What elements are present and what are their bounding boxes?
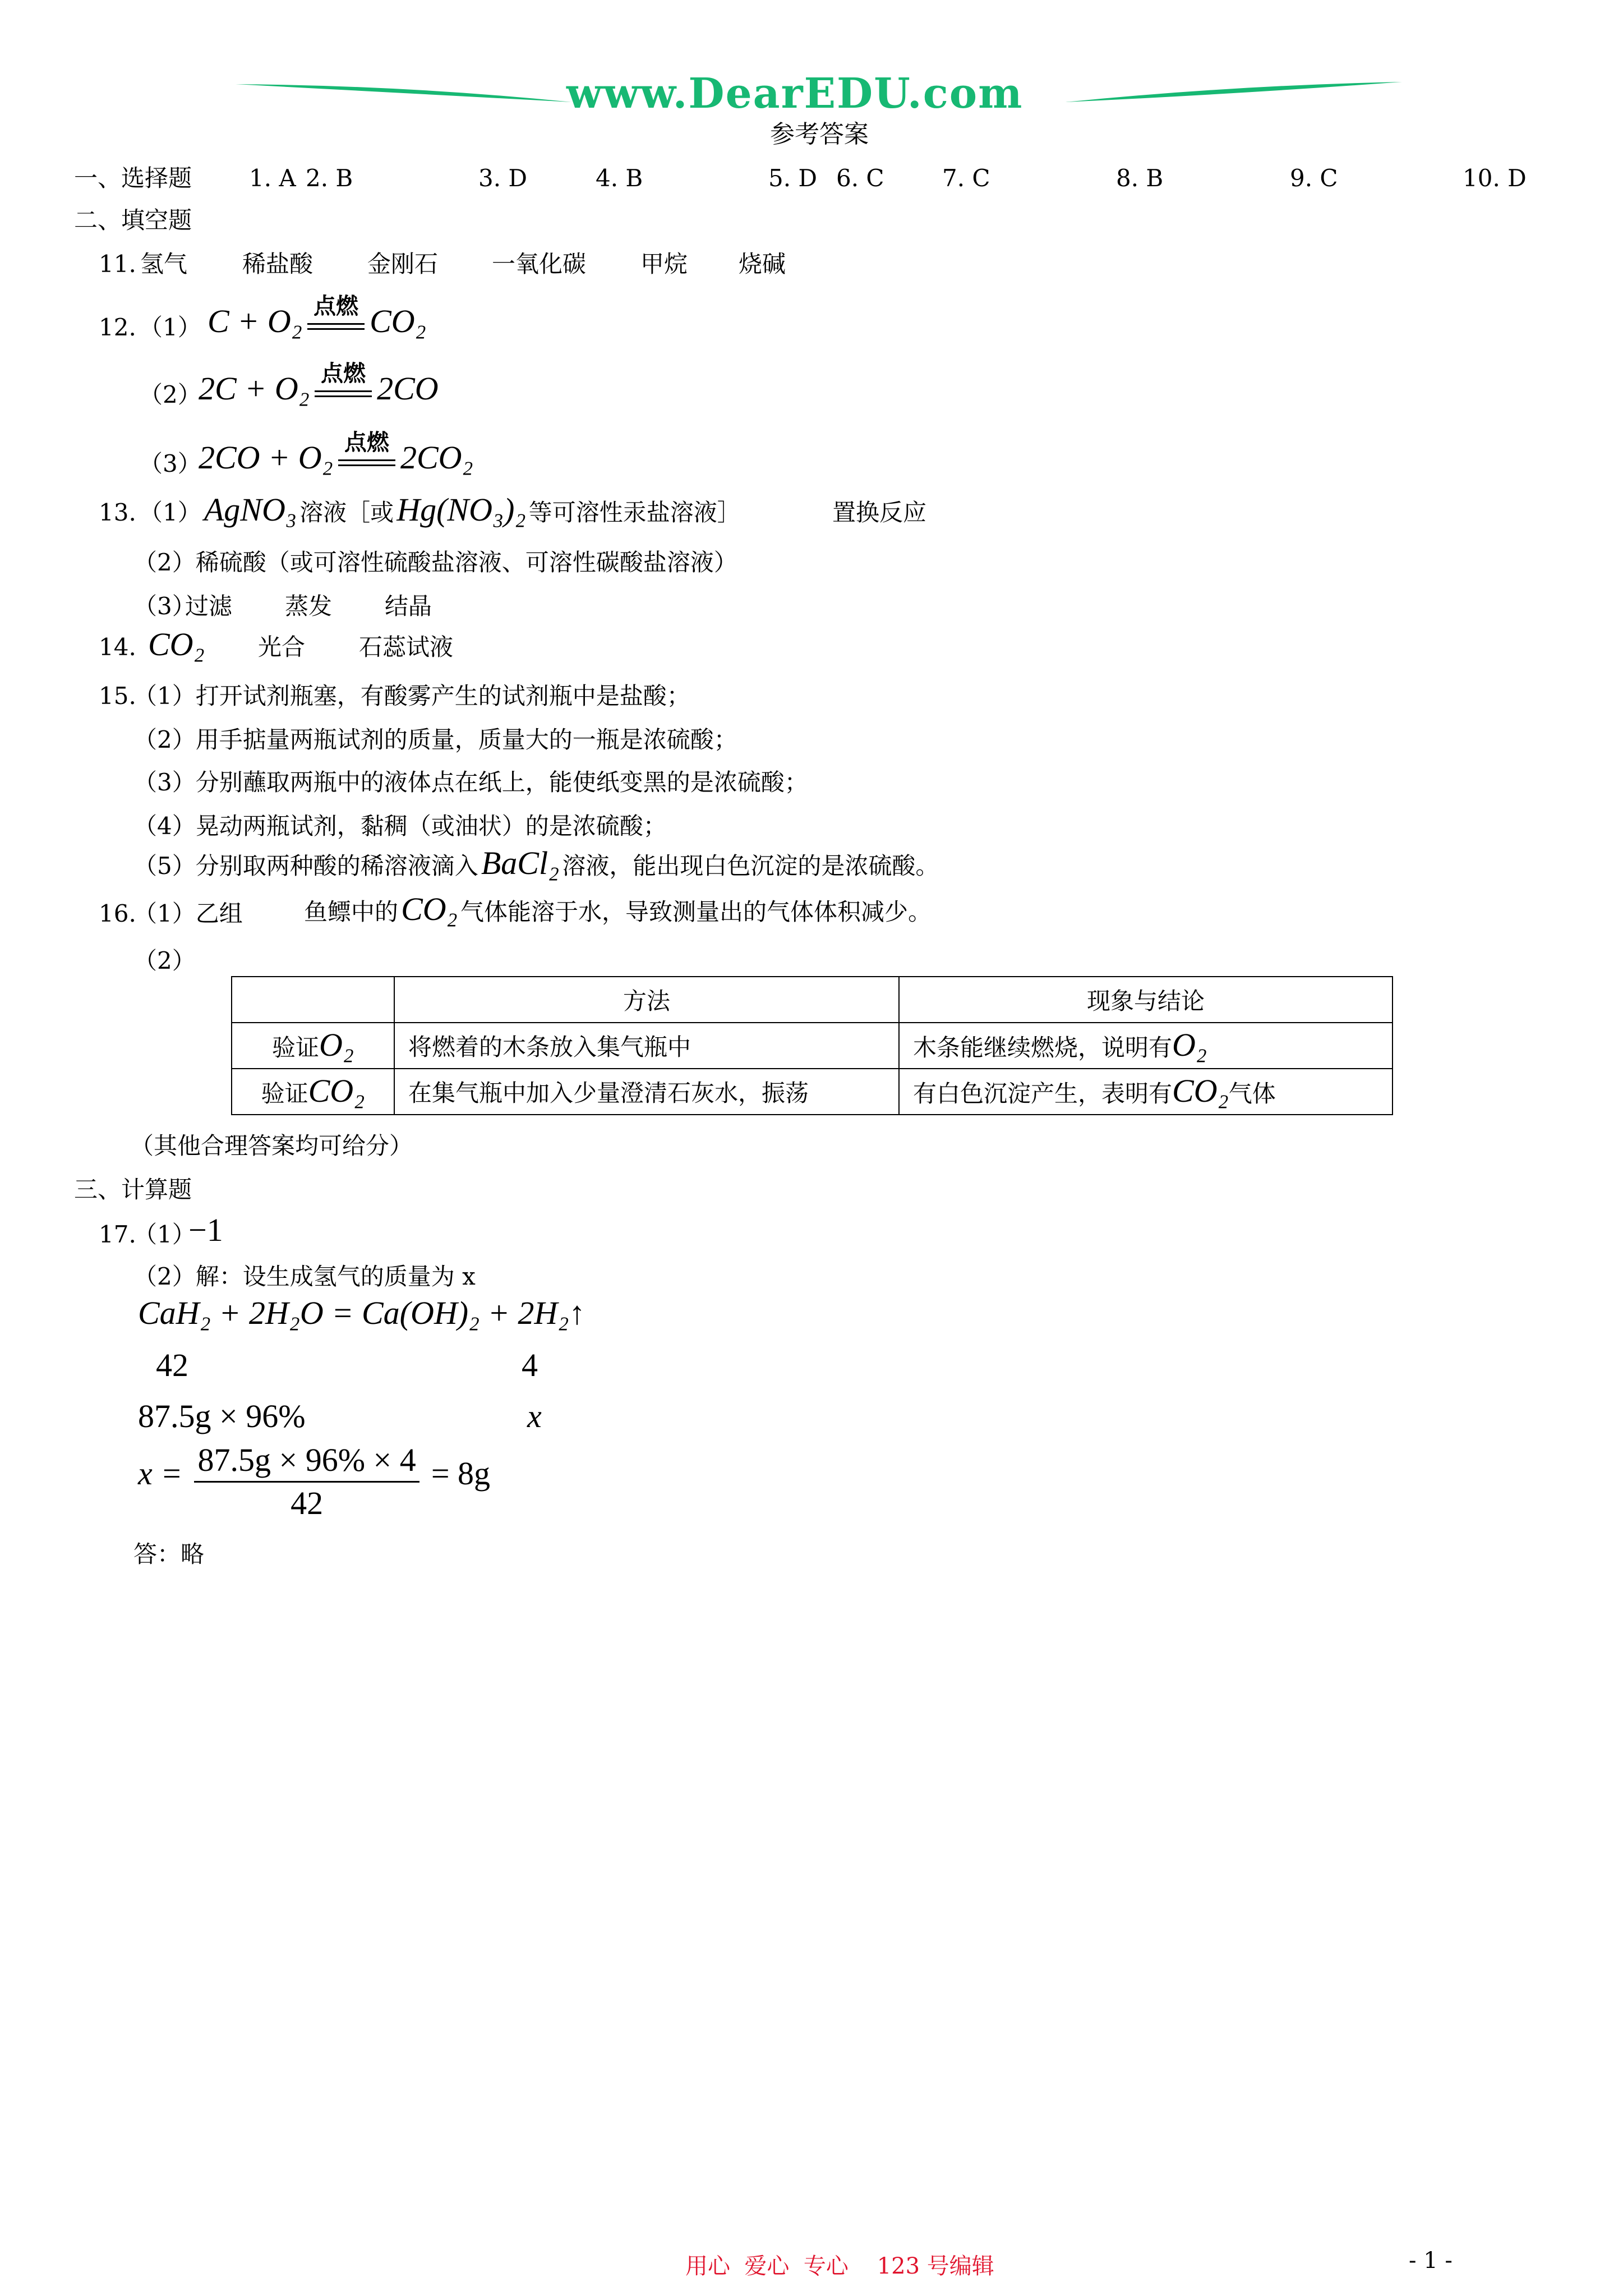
q15-line5-formula: BaCl₂ — [481, 845, 560, 881]
q12-eq3 — [199, 429, 473, 483]
page-title: 参考答案 — [770, 120, 869, 149]
q12-eq2-tag: （2） — [139, 381, 201, 408]
q13-p3-item-1: 过滤 — [185, 592, 233, 620]
mc-answer-4: 4. B — [596, 164, 643, 192]
mc-answer-5: 5. D — [768, 164, 818, 192]
header-swoosh-right — [1066, 80, 1402, 108]
section-2-label: 二、填空题 — [74, 206, 192, 234]
q15-line-5 — [133, 847, 939, 880]
result-1-pre: 木条能继续燃烧，说明有 — [913, 1033, 1173, 1061]
footer-slogan: 用心 爱心 专心 123 号编辑 — [685, 2253, 994, 2279]
q13-p3-tag: （3） — [133, 592, 196, 620]
q17-calculation — [138, 1444, 490, 1520]
q17-mass-left: 42 — [156, 1347, 188, 1383]
q13-p1-end: 等可溶性汞盐溶液］ — [528, 499, 741, 526]
q15-line5-post: 溶液，能出现白色沉淀的是浓硫酸。 — [562, 852, 939, 880]
section-1-label: 一、选择题 — [74, 164, 192, 192]
q12-eq1-condition — [305, 293, 367, 347]
mc-answer-8: 8. B — [1116, 164, 1164, 192]
q14-formula: CO₂ — [148, 626, 205, 662]
q13-p1-formula2: Hg(NO₃)₂ — [396, 491, 526, 528]
q17-p1-value: −1 — [188, 1212, 223, 1248]
q13-line-1 — [139, 491, 741, 528]
q13-line-2: （2）稀硫酸（或可溶性硫酸盐溶液、可溶性碳酸盐溶液） — [133, 549, 737, 576]
q16-line-1 — [304, 893, 932, 926]
table-header-method: 方法 — [394, 977, 899, 1023]
q13-reaction-type: 置换反应 — [832, 499, 927, 526]
q16-number: 16. — [99, 900, 136, 927]
table-cell-result-1 — [899, 1023, 1393, 1069]
table-row — [232, 1023, 1393, 1069]
mc-answer-6: 6. C — [836, 164, 884, 192]
q15-line-1: （1）打开试剂瓶塞，有酸雾产生的试剂瓶中是盐酸； — [133, 682, 690, 710]
table-cell-verify-o2 — [232, 1023, 394, 1069]
page-number: - 1 - — [1409, 2248, 1453, 2274]
mc-answer-9: 9. C — [1290, 164, 1338, 192]
result-1-formula: O₂ — [1172, 1026, 1207, 1063]
result-2-post: 气体 — [1228, 1079, 1276, 1107]
q14-number: 14. — [99, 633, 136, 661]
q12-eq1-lhs: C + O₂ — [208, 303, 302, 339]
q17-p2-text: （2）解：设生成氢气的质量为 x — [133, 1263, 476, 1290]
q17-calc-lhs: x = — [138, 1455, 183, 1492]
q12-eq2 — [199, 360, 439, 414]
table-cell-method-1: 将燃着的木条放入集气瓶中 — [394, 1023, 899, 1069]
q17-calc-denominator: 42 — [291, 1485, 324, 1521]
table-cell-method-2: 在集气瓶中加入少量澄清石灰水，振荡 — [394, 1069, 899, 1115]
verify-o2-pre: 验证 — [271, 1033, 319, 1061]
table-header-row — [232, 977, 1393, 1023]
q17-p1-tag: （1） — [133, 1221, 196, 1248]
q17-calc-rhs: = 8g — [431, 1455, 491, 1492]
q15-line-4: （4）晃动两瓶试剂，黏稠（或油状）的是浓硫酸； — [133, 812, 667, 840]
q17-number: 17. — [99, 1221, 136, 1248]
verify-co2-formula: CO₂ — [308, 1072, 365, 1109]
q12-eq3-tag: （3） — [139, 450, 201, 477]
q11-item-2: 稀盐酸 — [242, 250, 313, 278]
q12-eq3-rhs: 2CO₂ — [400, 439, 473, 476]
q13-p3-item-3: 结晶 — [385, 592, 432, 620]
result-2-pre: 有白色沉淀产生，表明有 — [913, 1079, 1173, 1107]
q13-p1-formula: AgNO₃ — [204, 491, 297, 528]
q15-number: 15. — [99, 682, 136, 710]
q12-eq3-condition-label: 点燃 — [344, 429, 389, 455]
q16-answer-table — [231, 976, 1393, 1115]
q12-eq1 — [208, 293, 426, 347]
q17-equation: CaH₂ + 2H₂O = Ca(OH)₂ + 2H₂↑ — [138, 1295, 585, 1331]
q12-number: 12. — [99, 314, 136, 341]
q12-eq2-lhs: 2C + O₂ — [199, 370, 310, 407]
q17-answer: 答：略 — [133, 1540, 205, 1568]
q12-eq3-lhs: 2CO + O₂ — [199, 439, 333, 476]
q16-p1-tag: （1）乙组 — [133, 900, 243, 927]
q16-p2-tag: （2） — [133, 947, 196, 974]
verify-co2-pre: 验证 — [261, 1079, 308, 1107]
q17-given-right: x — [527, 1398, 542, 1434]
q17-calc-fraction — [194, 1444, 419, 1520]
mc-answer-3: 3. D — [478, 164, 528, 192]
q14-item-1: 光合 — [258, 633, 306, 661]
site-logo: www.DearEDU.com — [566, 70, 1023, 118]
table-header-result: 现象与结论 — [899, 977, 1393, 1023]
q17-mass-right: 4 — [522, 1347, 538, 1383]
result-2-formula: CO₂ — [1172, 1072, 1229, 1109]
q16-note: （其他合理答案均可给分） — [130, 1132, 413, 1159]
q12-eq1-condition-label: 点燃 — [313, 293, 358, 319]
q11-item-4: 一氧化碳 — [492, 250, 587, 278]
q12-eq2-rhs: 2CO — [377, 370, 439, 407]
q14-item-2: 石蕊试液 — [359, 633, 454, 661]
section-3-label: 三、计算题 — [74, 1176, 192, 1203]
q11-item-6: 烧碱 — [739, 250, 786, 278]
q16-p1-post: 气体能溶于水，导致测量出的气体体积减少。 — [460, 898, 932, 926]
q12-eq1-rhs: CO₂ — [370, 303, 426, 339]
table-cell-result-2 — [899, 1069, 1393, 1115]
q15-line-2: （2）用手掂量两瓶试剂的质量，质量大的一瓶是浓硫酸； — [133, 726, 737, 753]
q13-p1-mid: 溶液［或 — [299, 499, 394, 526]
q11-item-1: 氢气 — [140, 250, 188, 278]
verify-o2-formula: O₂ — [319, 1026, 354, 1063]
table-header-cell-blank — [232, 977, 394, 1023]
q11-item-5: 甲烷 — [640, 250, 688, 278]
q15-line5-pre: （5）分别取两种酸的稀溶液滴入 — [133, 852, 478, 880]
q13-p1-tag: （1） — [139, 499, 201, 526]
q15-line-3: （3）分别蘸取两瓶中的液体点在纸上，能使纸变黑的是浓硫酸； — [133, 769, 808, 796]
q17-given-left: 87.5g × 96% — [138, 1398, 306, 1434]
q12-eq1-tag: （1） — [139, 314, 201, 341]
table-row — [232, 1069, 1393, 1115]
mc-answer-1: 1. A — [249, 164, 296, 192]
q17-calc-numerator: 87.5g × 96% × 4 — [194, 1444, 419, 1483]
q12-eq3-condition — [336, 429, 398, 483]
q12-eq2-condition-label: 点燃 — [320, 360, 366, 386]
table-cell-verify-co2 — [232, 1069, 394, 1115]
q13-p3-item-2: 蒸发 — [285, 592, 333, 620]
q11-item-3: 金刚石 — [367, 250, 439, 278]
mc-answer-7: 7. C — [942, 164, 990, 192]
header-swoosh-left — [236, 80, 572, 108]
mc-answer-2: 2. B — [306, 164, 353, 192]
mc-answer-10: 10. D — [1463, 164, 1527, 192]
q16-p1-formula: CO₂ — [401, 891, 458, 927]
q12-eq2-condition — [312, 360, 374, 414]
q16-p1-pre: 鱼鳔中的 — [304, 898, 399, 926]
q13-number: 13. — [99, 499, 136, 526]
q11-number: 11. — [99, 250, 136, 278]
